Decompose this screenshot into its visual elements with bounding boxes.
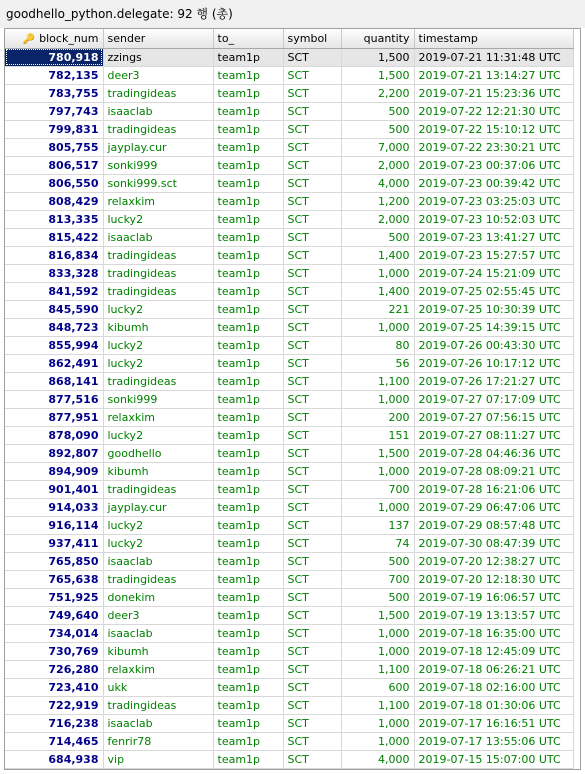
column-header-quantity[interactable] xyxy=(341,29,414,48)
table-row[interactable] xyxy=(5,480,573,498)
cell-symbol[interactable]: SCT xyxy=(283,228,341,246)
column-header-block-num[interactable] xyxy=(5,29,103,48)
cell-symbol[interactable]: SCT xyxy=(283,300,341,318)
column-label: timestamp xyxy=(418,31,478,45)
column-label: symbol xyxy=(287,31,328,45)
cell-to[interactable]: team1p xyxy=(213,84,283,102)
cell-to[interactable]: team1p xyxy=(213,372,283,390)
cell-block-num[interactable]: 805,755 xyxy=(5,138,103,156)
table-row[interactable] xyxy=(5,444,573,462)
cell-to[interactable]: team1p xyxy=(213,660,283,678)
cell-block-num[interactable]: 808,429 xyxy=(5,192,103,210)
cell-quantity[interactable]: 1,400 xyxy=(341,246,414,264)
cell-quantity[interactable]: 74 xyxy=(341,534,414,552)
cell-to[interactable]: team1p xyxy=(213,678,283,696)
table-row[interactable] xyxy=(5,282,573,300)
cell-sender[interactable]: tradingideas xyxy=(103,372,213,390)
cell-to[interactable]: team1p xyxy=(213,336,283,354)
cell-sender[interactable]: kibumh xyxy=(103,642,213,660)
column-header-symbol[interactable] xyxy=(283,29,341,48)
cell-symbol[interactable]: SCT xyxy=(283,642,341,660)
cell-symbol[interactable]: SCT xyxy=(283,102,341,120)
cell-to[interactable]: team1p xyxy=(213,390,283,408)
cell-to[interactable]: team1p xyxy=(213,156,283,174)
cell-to[interactable]: team1p xyxy=(213,696,283,714)
cell-timestamp[interactable]: 2019-07-27 07:17:09 UTC xyxy=(414,390,573,408)
cell-timestamp[interactable]: 2019-07-21 11:31:48 UTC xyxy=(414,48,573,66)
cell-timestamp[interactable]: 2019-07-22 15:10:12 UTC xyxy=(414,120,573,138)
cell-quantity[interactable]: 700 xyxy=(341,480,414,498)
cell-quantity[interactable]: 1,000 xyxy=(341,462,414,480)
cell-quantity[interactable]: 137 xyxy=(341,516,414,534)
table-row[interactable] xyxy=(5,66,573,84)
cell-block-num[interactable]: 878,090 xyxy=(5,426,103,444)
table-row[interactable] xyxy=(5,750,573,768)
cell-symbol[interactable]: SCT xyxy=(283,480,341,498)
cell-to[interactable]: team1p xyxy=(213,318,283,336)
cell-quantity[interactable]: 221 xyxy=(341,300,414,318)
cell-block-num[interactable]: 722,919 xyxy=(5,696,103,714)
table-row[interactable] xyxy=(5,732,573,750)
cell-sender[interactable]: vip xyxy=(103,750,213,768)
cell-block-num[interactable]: 716,238 xyxy=(5,714,103,732)
table-row[interactable] xyxy=(5,570,573,588)
cell-to[interactable]: team1p xyxy=(213,714,283,732)
data-table xyxy=(5,29,574,769)
cell-block-num[interactable]: 877,516 xyxy=(5,390,103,408)
cell-symbol[interactable]: SCT xyxy=(283,408,341,426)
table-row[interactable] xyxy=(5,228,573,246)
table-row[interactable] xyxy=(5,426,573,444)
cell-to[interactable]: team1p xyxy=(213,102,283,120)
cell-symbol[interactable]: SCT xyxy=(283,732,341,750)
cell-block-num[interactable]: 877,951 xyxy=(5,408,103,426)
cell-sender[interactable]: lucky2 xyxy=(103,516,213,534)
cell-timestamp[interactable]: 2019-07-19 16:06:57 UTC xyxy=(414,588,573,606)
table-row[interactable] xyxy=(5,336,573,354)
cell-timestamp[interactable]: 2019-07-15 15:07:00 UTC xyxy=(414,750,573,768)
cell-sender[interactable]: isaaclab xyxy=(103,624,213,642)
cell-timestamp[interactable]: 2019-07-20 12:18:30 UTC xyxy=(414,570,573,588)
cell-sender[interactable]: isaaclab xyxy=(103,552,213,570)
cell-quantity[interactable]: 1,000 xyxy=(341,498,414,516)
cell-block-num[interactable]: 816,834 xyxy=(5,246,103,264)
cell-timestamp[interactable]: 2019-07-28 08:09:21 UTC xyxy=(414,462,573,480)
table-row[interactable] xyxy=(5,588,573,606)
cell-symbol[interactable]: SCT xyxy=(283,606,341,624)
cell-quantity[interactable]: 1,200 xyxy=(341,192,414,210)
cell-sender[interactable]: tradingideas xyxy=(103,264,213,282)
table-row[interactable] xyxy=(5,210,573,228)
cell-quantity[interactable]: 1,500 xyxy=(341,66,414,84)
cell-sender[interactable]: sonki999 xyxy=(103,390,213,408)
cell-block-num[interactable]: 765,850 xyxy=(5,552,103,570)
cell-quantity[interactable]: 1,100 xyxy=(341,696,414,714)
table-row[interactable] xyxy=(5,138,573,156)
cell-timestamp[interactable]: 2019-07-30 08:47:39 UTC xyxy=(414,534,573,552)
cell-block-num[interactable]: 892,807 xyxy=(5,444,103,462)
table-row[interactable] xyxy=(5,678,573,696)
cell-quantity[interactable]: 500 xyxy=(341,228,414,246)
cell-quantity[interactable]: 1,000 xyxy=(341,624,414,642)
cell-block-num[interactable]: 937,411 xyxy=(5,534,103,552)
cell-timestamp[interactable]: 2019-07-29 06:47:06 UTC xyxy=(414,498,573,516)
cell-timestamp[interactable]: 2019-07-23 00:37:06 UTC xyxy=(414,156,573,174)
cell-timestamp[interactable]: 2019-07-21 15:23:36 UTC xyxy=(414,84,573,102)
cell-symbol[interactable]: SCT xyxy=(283,750,341,768)
cell-block-num[interactable]: 782,135 xyxy=(5,66,103,84)
cell-block-num[interactable]: 916,114 xyxy=(5,516,103,534)
cell-symbol[interactable]: SCT xyxy=(283,336,341,354)
cell-timestamp[interactable]: 2019-07-18 01:30:06 UTC xyxy=(414,696,573,714)
cell-sender[interactable]: deer3 xyxy=(103,66,213,84)
table-row[interactable] xyxy=(5,462,573,480)
cell-quantity[interactable]: 200 xyxy=(341,408,414,426)
table-row[interactable] xyxy=(5,354,573,372)
table-row[interactable] xyxy=(5,192,573,210)
cell-quantity[interactable]: 500 xyxy=(341,102,414,120)
cell-quantity[interactable]: 1,500 xyxy=(341,444,414,462)
cell-symbol[interactable]: SCT xyxy=(283,534,341,552)
cell-block-num[interactable]: 914,033 xyxy=(5,498,103,516)
cell-block-num[interactable]: 723,410 xyxy=(5,678,103,696)
cell-timestamp[interactable]: 2019-07-18 02:16:00 UTC xyxy=(414,678,573,696)
cell-sender[interactable]: jayplay.cur xyxy=(103,138,213,156)
table-row[interactable] xyxy=(5,516,573,534)
table-row[interactable] xyxy=(5,156,573,174)
cell-quantity[interactable]: 1,500 xyxy=(341,606,414,624)
cell-sender[interactable]: isaaclab xyxy=(103,714,213,732)
cell-sender[interactable]: tradingideas xyxy=(103,480,213,498)
cell-block-num[interactable]: 868,141 xyxy=(5,372,103,390)
cell-quantity[interactable]: 1,000 xyxy=(341,642,414,660)
cell-to[interactable]: team1p xyxy=(213,552,283,570)
cell-symbol[interactable]: SCT xyxy=(283,372,341,390)
cell-timestamp[interactable]: 2019-07-23 13:41:27 UTC xyxy=(414,228,573,246)
cell-symbol[interactable]: SCT xyxy=(283,678,341,696)
cell-block-num[interactable]: 848,723 xyxy=(5,318,103,336)
cell-to[interactable]: team1p xyxy=(213,570,283,588)
cell-symbol[interactable]: SCT xyxy=(283,696,341,714)
cell-block-num[interactable]: 797,743 xyxy=(5,102,103,120)
table-row[interactable] xyxy=(5,264,573,282)
cell-sender[interactable]: lucky2 xyxy=(103,210,213,228)
table-row[interactable] xyxy=(5,408,573,426)
cell-quantity[interactable]: 1,000 xyxy=(341,390,414,408)
cell-quantity[interactable]: 1,000 xyxy=(341,264,414,282)
cell-symbol[interactable]: SCT xyxy=(283,516,341,534)
cell-sender[interactable]: isaaclab xyxy=(103,228,213,246)
cell-to[interactable]: team1p xyxy=(213,588,283,606)
cell-sender[interactable]: tradingideas xyxy=(103,120,213,138)
key-icon: 🔑 xyxy=(22,33,36,45)
cell-block-num[interactable]: 815,422 xyxy=(5,228,103,246)
cell-symbol[interactable]: SCT xyxy=(283,66,341,84)
cell-to[interactable]: team1p xyxy=(213,606,283,624)
cell-block-num[interactable]: 799,831 xyxy=(5,120,103,138)
table-row[interactable] xyxy=(5,102,573,120)
cell-quantity[interactable]: 4,000 xyxy=(341,174,414,192)
cell-to[interactable]: team1p xyxy=(213,210,283,228)
cell-to[interactable]: team1p xyxy=(213,624,283,642)
cell-sender[interactable]: sonki999.sct xyxy=(103,174,213,192)
cell-symbol[interactable]: SCT xyxy=(283,552,341,570)
cell-block-num[interactable]: 684,938 xyxy=(5,750,103,768)
cell-timestamp[interactable]: 2019-07-27 07:56:15 UTC xyxy=(414,408,573,426)
cell-symbol[interactable]: SCT xyxy=(283,444,341,462)
cell-to[interactable]: team1p xyxy=(213,174,283,192)
cell-block-num[interactable]: 833,328 xyxy=(5,264,103,282)
cell-timestamp[interactable]: 2019-07-23 00:39:42 UTC xyxy=(414,174,573,192)
cell-timestamp[interactable]: 2019-07-20 12:38:27 UTC xyxy=(414,552,573,570)
cell-quantity[interactable]: 500 xyxy=(341,552,414,570)
table-row[interactable] xyxy=(5,390,573,408)
cell-quantity[interactable]: 56 xyxy=(341,354,414,372)
cell-symbol[interactable]: SCT xyxy=(283,138,341,156)
cell-sender[interactable]: tradingideas xyxy=(103,246,213,264)
cell-quantity[interactable]: 7,000 xyxy=(341,138,414,156)
table-row[interactable] xyxy=(5,300,573,318)
cell-timestamp[interactable]: 2019-07-25 02:55:45 UTC xyxy=(414,282,573,300)
cell-sender[interactable]: lucky2 xyxy=(103,354,213,372)
table-row[interactable] xyxy=(5,246,573,264)
cell-timestamp[interactable]: 2019-07-18 16:35:00 UTC xyxy=(414,624,573,642)
cell-sender[interactable]: jayplay.cur xyxy=(103,498,213,516)
cell-timestamp[interactable]: 2019-07-26 17:21:27 UTC xyxy=(414,372,573,390)
cell-block-num[interactable]: 783,755 xyxy=(5,84,103,102)
cell-timestamp[interactable]: 2019-07-27 08:11:27 UTC xyxy=(414,426,573,444)
table-body xyxy=(5,48,573,768)
cell-timestamp[interactable]: 2019-07-19 13:13:57 UTC xyxy=(414,606,573,624)
cell-sender[interactable]: relaxkim xyxy=(103,408,213,426)
table-row[interactable] xyxy=(5,120,573,138)
cell-block-num[interactable]: 841,592 xyxy=(5,282,103,300)
cell-timestamp[interactable]: 2019-07-26 10:17:12 UTC xyxy=(414,354,573,372)
cell-sender[interactable]: lucky2 xyxy=(103,300,213,318)
cell-sender[interactable]: lucky2 xyxy=(103,426,213,444)
window-title: goodhello_python.delegate: 92 행 (총) xyxy=(0,0,585,28)
cell-to[interactable]: team1p xyxy=(213,138,283,156)
cell-symbol[interactable]: SCT xyxy=(283,624,341,642)
cell-timestamp[interactable]: 2019-07-24 15:21:09 UTC xyxy=(414,264,573,282)
cell-sender[interactable]: kibumh xyxy=(103,462,213,480)
cell-to[interactable]: team1p xyxy=(213,264,283,282)
cell-sender[interactable]: zzings xyxy=(103,48,213,66)
cell-sender[interactable]: kibumh xyxy=(103,318,213,336)
cell-quantity[interactable]: 2,000 xyxy=(341,156,414,174)
cell-sender[interactable]: sonki999 xyxy=(103,156,213,174)
cell-symbol[interactable]: SCT xyxy=(283,210,341,228)
cell-sender[interactable]: lucky2 xyxy=(103,336,213,354)
cell-to[interactable]: team1p xyxy=(213,426,283,444)
table-row[interactable] xyxy=(5,498,573,516)
cell-sender[interactable]: tradingideas xyxy=(103,84,213,102)
cell-quantity[interactable]: 1,100 xyxy=(341,372,414,390)
cell-symbol[interactable]: SCT xyxy=(283,588,341,606)
table-row[interactable] xyxy=(5,660,573,678)
cell-symbol[interactable]: SCT xyxy=(283,174,341,192)
table-row[interactable] xyxy=(5,642,573,660)
cell-to[interactable]: team1p xyxy=(213,750,283,768)
cell-sender[interactable]: ukk xyxy=(103,678,213,696)
cell-symbol[interactable]: SCT xyxy=(283,570,341,588)
cell-to[interactable]: team1p xyxy=(213,462,283,480)
header-row xyxy=(5,29,573,48)
cell-symbol[interactable]: SCT xyxy=(283,714,341,732)
cell-to[interactable]: team1p xyxy=(213,516,283,534)
cell-to[interactable]: team1p xyxy=(213,642,283,660)
cell-symbol[interactable]: SCT xyxy=(283,48,341,66)
cell-symbol[interactable]: SCT xyxy=(283,282,341,300)
result-grid[interactable] xyxy=(4,28,581,770)
cell-quantity[interactable]: 1,100 xyxy=(341,660,414,678)
cell-symbol[interactable]: SCT xyxy=(283,246,341,264)
cell-block-num[interactable]: 749,640 xyxy=(5,606,103,624)
cell-timestamp[interactable]: 2019-07-17 16:16:51 UTC xyxy=(414,714,573,732)
cell-to[interactable]: team1p xyxy=(213,192,283,210)
cell-block-num[interactable]: 813,335 xyxy=(5,210,103,228)
cell-timestamp[interactable]: 2019-07-17 13:55:06 UTC xyxy=(414,732,573,750)
cell-quantity[interactable]: 151 xyxy=(341,426,414,444)
cell-block-num[interactable]: 734,014 xyxy=(5,624,103,642)
cell-quantity[interactable]: 1,000 xyxy=(341,318,414,336)
cell-sender[interactable]: relaxkim xyxy=(103,660,213,678)
column-label: sender xyxy=(107,31,146,45)
cell-timestamp[interactable]: 2019-07-28 04:46:36 UTC xyxy=(414,444,573,462)
cell-timestamp[interactable]: 2019-07-18 06:26:21 UTC xyxy=(414,660,573,678)
cell-to[interactable]: team1p xyxy=(213,228,283,246)
cell-sender[interactable]: lucky2 xyxy=(103,534,213,552)
table-row[interactable] xyxy=(5,714,573,732)
cell-to[interactable]: team1p xyxy=(213,66,283,84)
cell-symbol[interactable]: SCT xyxy=(283,120,341,138)
cell-to[interactable]: team1p xyxy=(213,408,283,426)
cell-sender[interactable]: goodhello xyxy=(103,444,213,462)
cell-sender[interactable]: tradingideas xyxy=(103,696,213,714)
cell-sender[interactable]: deer3 xyxy=(103,606,213,624)
cell-timestamp[interactable]: 2019-07-23 03:25:03 UTC xyxy=(414,192,573,210)
cell-quantity[interactable]: 2,000 xyxy=(341,210,414,228)
cell-to[interactable]: team1p xyxy=(213,498,283,516)
cell-timestamp[interactable]: 2019-07-22 23:30:21 UTC xyxy=(414,138,573,156)
cell-block-num[interactable]: 714,465 xyxy=(5,732,103,750)
cell-symbol[interactable]: SCT xyxy=(283,264,341,282)
cell-sender[interactable]: fenrir78 xyxy=(103,732,213,750)
cell-symbol[interactable]: SCT xyxy=(283,318,341,336)
cell-to[interactable]: team1p xyxy=(213,48,283,66)
cell-symbol[interactable]: SCT xyxy=(283,390,341,408)
cell-symbol[interactable]: SCT xyxy=(283,426,341,444)
table-row[interactable] xyxy=(5,606,573,624)
cell-block-num[interactable]: 845,590 xyxy=(5,300,103,318)
cell-block-num[interactable]: 730,769 xyxy=(5,642,103,660)
cell-to[interactable]: team1p xyxy=(213,120,283,138)
cell-quantity[interactable]: 1,400 xyxy=(341,282,414,300)
cell-symbol[interactable]: SCT xyxy=(283,156,341,174)
table-row[interactable] xyxy=(5,534,573,552)
cell-sender[interactable]: isaaclab xyxy=(103,102,213,120)
cell-quantity[interactable]: 1,000 xyxy=(341,714,414,732)
cell-block-num[interactable]: 726,280 xyxy=(5,660,103,678)
column-label: quantity xyxy=(363,31,410,45)
cell-quantity[interactable]: 600 xyxy=(341,678,414,696)
cell-block-num[interactable]: 751,925 xyxy=(5,588,103,606)
cell-timestamp[interactable]: 2019-07-23 10:52:03 UTC xyxy=(414,210,573,228)
cell-block-num[interactable]: 806,517 xyxy=(5,156,103,174)
cell-symbol[interactable]: SCT xyxy=(283,660,341,678)
table-row[interactable] xyxy=(5,48,573,66)
cell-symbol[interactable]: SCT xyxy=(283,462,341,480)
cell-quantity[interactable]: 500 xyxy=(341,588,414,606)
table-row[interactable] xyxy=(5,696,573,714)
cell-symbol[interactable]: SCT xyxy=(283,354,341,372)
cell-quantity[interactable]: 2,200 xyxy=(341,84,414,102)
table-row[interactable] xyxy=(5,552,573,570)
cell-timestamp[interactable]: 2019-07-28 16:21:06 UTC xyxy=(414,480,573,498)
cell-timestamp[interactable]: 2019-07-26 00:43:30 UTC xyxy=(414,336,573,354)
cell-quantity[interactable]: 1,000 xyxy=(341,732,414,750)
cell-timestamp[interactable]: 2019-07-25 14:39:15 UTC xyxy=(414,318,573,336)
cell-sender[interactable]: relaxkim xyxy=(103,192,213,210)
column-header-sender[interactable] xyxy=(103,29,213,48)
cell-sender[interactable]: donekim xyxy=(103,588,213,606)
cell-symbol[interactable]: SCT xyxy=(283,84,341,102)
column-header-to[interactable] xyxy=(213,29,283,48)
column-label: to_ xyxy=(217,31,235,45)
cell-quantity[interactable]: 4,000 xyxy=(341,750,414,768)
cell-to[interactable]: team1p xyxy=(213,354,283,372)
cell-timestamp[interactable]: 2019-07-25 10:30:39 UTC xyxy=(414,300,573,318)
table-row[interactable] xyxy=(5,84,573,102)
cell-timestamp[interactable]: 2019-07-29 08:57:48 UTC xyxy=(414,516,573,534)
cell-quantity[interactable]: 700 xyxy=(341,570,414,588)
column-header-timestamp[interactable] xyxy=(414,29,573,48)
table-row[interactable] xyxy=(5,624,573,642)
cell-block-num[interactable]: 855,994 xyxy=(5,336,103,354)
cell-symbol[interactable]: SCT xyxy=(283,498,341,516)
cell-symbol[interactable]: SCT xyxy=(283,192,341,210)
cell-to[interactable]: team1p xyxy=(213,444,283,462)
table-row[interactable] xyxy=(5,174,573,192)
cell-sender[interactable]: tradingideas xyxy=(103,282,213,300)
cell-block-num[interactable]: 862,491 xyxy=(5,354,103,372)
cell-to[interactable]: team1p xyxy=(213,300,283,318)
table-row[interactable] xyxy=(5,318,573,336)
cell-timestamp[interactable]: 2019-07-18 12:45:09 UTC xyxy=(414,642,573,660)
cell-timestamp[interactable]: 2019-07-23 15:27:57 UTC xyxy=(414,246,573,264)
cell-quantity[interactable]: 1,500 xyxy=(341,48,414,66)
cell-block-num[interactable]: 765,638 xyxy=(5,570,103,588)
column-label: block_num xyxy=(39,31,99,45)
cell-block-num[interactable]: 806,550 xyxy=(5,174,103,192)
cell-quantity[interactable]: 80 xyxy=(341,336,414,354)
cell-to[interactable]: team1p xyxy=(213,246,283,264)
cell-to[interactable]: team1p xyxy=(213,534,283,552)
cell-quantity[interactable]: 500 xyxy=(341,120,414,138)
cell-block-num[interactable]: 901,401 xyxy=(5,480,103,498)
cell-block-num[interactable]: 894,909 xyxy=(5,462,103,480)
cell-block-num[interactable]: 780,918 xyxy=(5,48,103,66)
cell-timestamp[interactable]: 2019-07-21 13:14:27 UTC xyxy=(414,66,573,84)
cell-sender[interactable]: tradingideas xyxy=(103,570,213,588)
cell-to[interactable]: team1p xyxy=(213,480,283,498)
table-row[interactable] xyxy=(5,372,573,390)
cell-timestamp[interactable]: 2019-07-22 12:21:30 UTC xyxy=(414,102,573,120)
cell-to[interactable]: team1p xyxy=(213,282,283,300)
cell-to[interactable]: team1p xyxy=(213,732,283,750)
